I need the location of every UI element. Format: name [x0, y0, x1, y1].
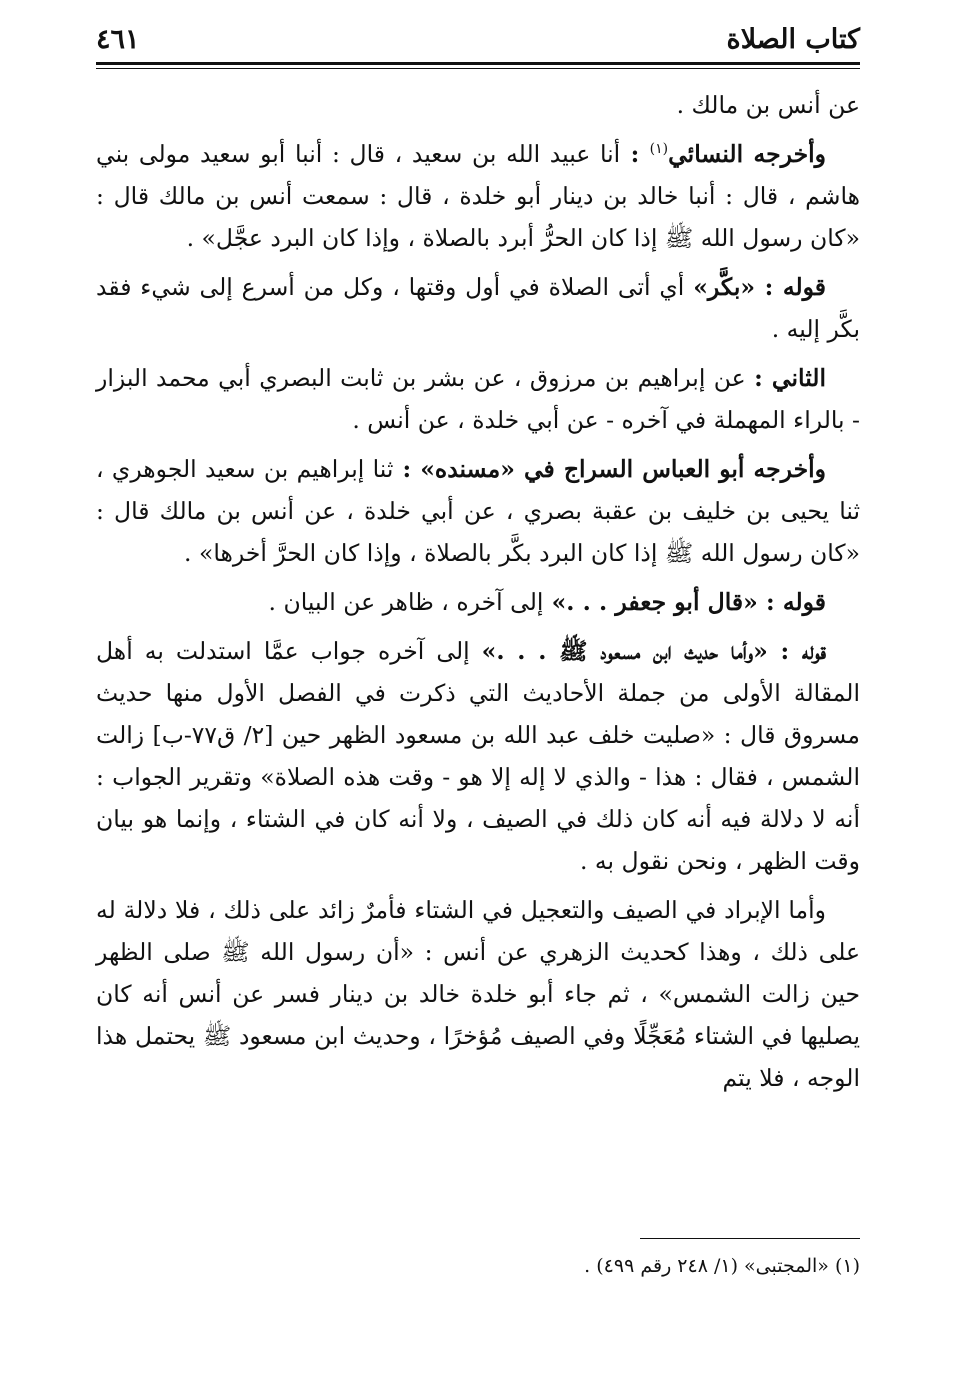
bold-text: أبو العباس السراج في «مسنده» :: [393, 455, 754, 483]
paragraph: [96, 581, 860, 623]
footnote-marker: (١): [649, 141, 669, 158]
page-header: [96, 18, 860, 62]
bold-text: وأخرجه: [753, 455, 826, 483]
paragraph: [96, 84, 860, 126]
text-run: إلى آخره ، ظاهر عن البيان .: [268, 588, 544, 616]
text-run: عن إبراهيم بن مرزوق ، عن بشر بن ثابت البصري أبي محمد البزار - بالراء المهملة في آخره - عن أبي خلدة ، عن أنس .: [96, 364, 860, 434]
paragraph: [96, 266, 860, 350]
paragraph: [96, 448, 860, 574]
header-rule-thin: [96, 68, 860, 69]
text-run: عن أنس بن مالك .: [676, 91, 860, 119]
bold-text: :: [620, 140, 650, 168]
bold-text: الثاني :: [754, 364, 826, 392]
text-run: وأما الإبراد في الصيف والتعجيل في الشتاء فأمرٌ زائد على ذلك ، فلا دلالة له على ذلك ، وهذا كحديث الزهري عن أنس : «أن رسول الله ﷺ صلى الظهر حين زالت الشمس» ، ثم جاء أبو خلدة خالد بن دينار فسر عن أنس أنه كان يصليها في الشتاء مُعَجِّلًا وفي الصيف مُؤخرًا ، وحديث ابن مسعود ﷺ يحتمل هذا الوجه ، فلا يتم: [96, 896, 860, 1092]
page-number: ٤٦١: [96, 24, 140, 55]
text-run: أي أتى الصلاة في أول وقتها ، وكل من أسرع إلى شيء فقد بكَّر إليه .: [96, 273, 860, 343]
bold-text: قوله : «وأما حديث ابن مسعود ﷺ . . .»: [481, 637, 826, 665]
body-text: [96, 84, 860, 1106]
bold-text: وأخرجه النسائي: [668, 140, 826, 168]
bold-text: قوله : «قال: [707, 588, 826, 616]
text-run: أنا عبيد الله بن سعيد ، قال : أنبا أبو سعيد مولى بني هاشم ، قال : أنبا خالد بن دينار أبو خلدة ، قال : سمعت أنس بن مالك قال : «كان رسول الله ﷺ إذا كان الحرُّ أبرد بالصلاة ، وإذا كان البرد عجَّل» .: [96, 140, 860, 252]
bold-text: أبو جعفر . . .»: [543, 588, 708, 616]
bold-text: قوله : «بكَّر»: [693, 273, 827, 301]
text-run: ثنا إبراهيم بن سعيد الجوهري ، ثنا يحيى بن خليف بن عقبة بصري ، عن أبي خلدة ، عن أنس بن مالك قال : «كان رسول الله ﷺ إذا كان البرد بكَّر بالصلاة ، وإذا كان الحرَّ أخرها» .: [96, 455, 860, 567]
paragraph: [96, 357, 860, 441]
chapter-title: كتاب الصلاة: [726, 24, 860, 55]
paragraph: [96, 133, 860, 259]
text-run: إلى آخره جواب عمَّا استدلت به أهل المقالة الأولى من جملة الأحاديث التي ذكرت في الفصل الأول منها حديث مسروق قال : «صليت خلف عبد الله بن مسعود الظهر حين [٢/ ق٧٧-ب] زالت الشمس ، فقال : هذا - والذي لا إله إلا هو - وقت هذه الصلاة» وتقرير الجواب : أنه لا دلالة فيه أنه كان ذلك في الصيف ، ولا أنه كان في الشتاء ، وإنما هو بيان وقت الظهر ، ونحن نقول به .: [96, 637, 860, 875]
footnote-separator: [640, 1238, 860, 1239]
header-rule-thick: [96, 62, 860, 65]
footnote: (١) «المجتبى» (١/ ٢٤٨ رقم ٤٩٩) .: [584, 1255, 860, 1277]
paragraph: [96, 889, 860, 1099]
paragraph: [96, 630, 860, 882]
